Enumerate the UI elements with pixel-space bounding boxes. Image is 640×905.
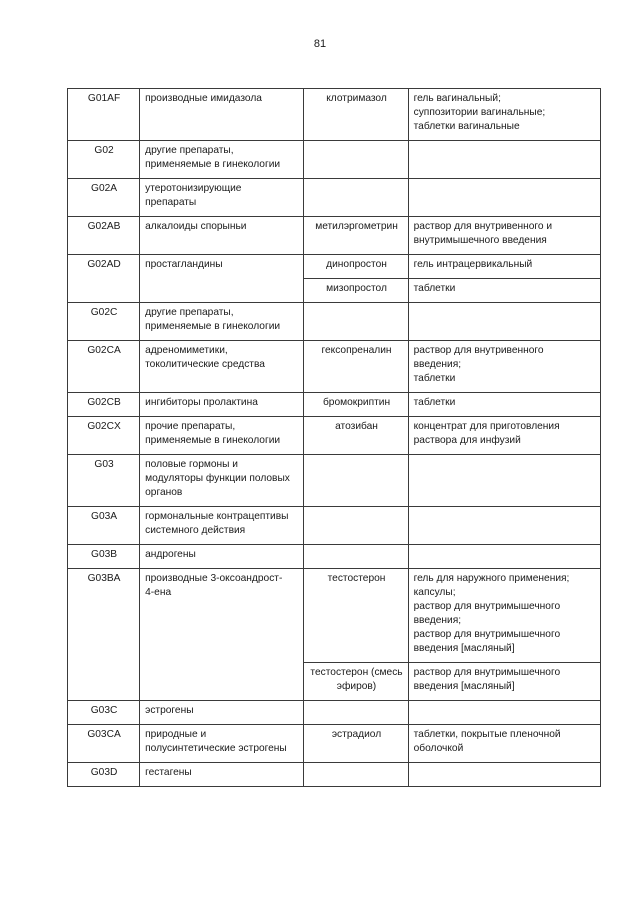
table-row: [68, 217, 601, 255]
group-text: половые гормоны и: [145, 459, 239, 470]
group-text: производные имидазола: [145, 93, 262, 104]
inn-cell: [304, 303, 408, 341]
dosage-form-cell: [408, 455, 600, 507]
form-text: раствор для внутривенного: [413, 345, 544, 356]
inn-cell: [304, 701, 408, 725]
group-cell: [140, 569, 304, 701]
form-text: гель вагинальный;: [413, 93, 501, 104]
inn-cell: [304, 545, 408, 569]
group-text: органов: [145, 487, 183, 498]
group-cell: [140, 393, 304, 417]
page-number: 81: [313, 38, 327, 50]
atc-code-cell: G03A: [68, 507, 140, 545]
group-text: андрогены: [145, 549, 196, 560]
form-text: таблетки: [413, 397, 456, 408]
inn-cell: [304, 279, 408, 303]
inn-text: динопростон: [326, 259, 387, 270]
inn-cell: [304, 569, 408, 663]
dosage-form-cell: [408, 725, 600, 763]
atc-code-cell: G02C: [68, 303, 140, 341]
inn-cell: [304, 89, 408, 141]
inn-text: гексопреналин: [321, 345, 392, 356]
table-row: [68, 701, 601, 725]
group-text: 4-ена: [145, 587, 172, 598]
group-text: гестагены: [145, 767, 192, 778]
inn-text: тестостерон: [327, 573, 386, 584]
group-cell: [140, 701, 304, 725]
table-row: [68, 507, 601, 545]
table-row: [68, 179, 601, 217]
group-text: простагландины: [145, 259, 223, 270]
group-cell: [140, 507, 304, 545]
table-row: [68, 341, 601, 393]
group-cell: [140, 725, 304, 763]
dosage-form-cell: [408, 341, 600, 393]
group-text: применяемые в гинекологии: [145, 435, 281, 446]
inn-cell: [304, 763, 408, 787]
table-row: [68, 303, 601, 341]
inn-cell: [304, 393, 408, 417]
inn-cell: [304, 417, 408, 455]
form-text: гель для наружного применения;: [413, 573, 570, 584]
group-cell: [140, 455, 304, 507]
group-cell: [140, 545, 304, 569]
form-text: внутримышечного введения: [413, 235, 547, 246]
group-cell: [140, 217, 304, 255]
group-cell: [140, 179, 304, 217]
group-text: природные и: [145, 729, 207, 740]
atc-code-cell: G03D: [68, 763, 140, 787]
form-text: гель интрацервикальный: [413, 259, 533, 270]
form-text: таблетки: [413, 283, 456, 294]
atc-code-cell: G03BA: [68, 569, 140, 701]
atc-code-cell: G02AD: [68, 255, 140, 303]
inn-cell: [304, 663, 408, 701]
form-text: капсулы;: [413, 587, 456, 598]
table-row: [68, 89, 601, 141]
dosage-form-cell: [408, 507, 600, 545]
group-text: эстрогены: [145, 705, 194, 716]
group-text: токолитические средства: [145, 359, 265, 370]
dosage-form-cell: [408, 701, 600, 725]
inn-cell: [304, 507, 408, 545]
atc-code-cell: G03C: [68, 701, 140, 725]
atc-code-cell: G02CX: [68, 417, 140, 455]
table-row: [68, 255, 601, 279]
form-text: раствор для внутримышечного: [413, 629, 561, 640]
drug-table: [67, 88, 601, 787]
atc-code-cell: G03: [68, 455, 140, 507]
group-text: системного действия: [145, 525, 246, 536]
inn-cell: [304, 217, 408, 255]
group-cell: [140, 341, 304, 393]
inn-text: атозибан: [335, 421, 378, 432]
group-cell: [140, 417, 304, 455]
inn-text: бромокриптин: [322, 397, 391, 408]
group-text: модуляторы функции половых: [145, 473, 290, 484]
group-cell: [140, 141, 304, 179]
atc-code-cell: G02A: [68, 179, 140, 217]
inn-text: тестостерон (смесь: [310, 667, 403, 678]
dosage-form-cell: [408, 569, 600, 663]
form-text: суппозитории вагинальные;: [413, 107, 546, 118]
group-text: другие препараты,: [145, 145, 234, 156]
group-text: полусинтетические эстрогены: [145, 743, 287, 754]
form-text: раствор для внутримышечного: [413, 667, 561, 678]
inn-cell: [304, 255, 408, 279]
dosage-form-cell: [408, 141, 600, 179]
atc-code-cell: G02CB: [68, 393, 140, 417]
group-cell: [140, 763, 304, 787]
dosage-form-cell: [408, 303, 600, 341]
inn-text: эфиров): [336, 681, 377, 692]
dosage-form-cell: [408, 279, 600, 303]
inn-cell: [304, 341, 408, 393]
group-cell: [140, 303, 304, 341]
inn-text: эстрадиол: [331, 729, 382, 740]
form-text: раствор для внутримышечного: [413, 601, 561, 612]
atc-code-cell: G03B: [68, 545, 140, 569]
dosage-form-cell: [408, 179, 600, 217]
inn-cell: [304, 179, 408, 217]
table-row: [68, 545, 601, 569]
inn-text: метилэргометрин: [315, 221, 398, 232]
group-text: адреномиметики,: [145, 345, 228, 356]
group-text: производные 3-оксоандрост-: [145, 573, 283, 584]
atc-code-cell: G02CA: [68, 341, 140, 393]
inn-cell: [304, 725, 408, 763]
form-text: раствора для инфузий: [413, 435, 521, 446]
form-text: таблетки, покрытые пленочной: [413, 729, 561, 740]
group-text: прочие препараты,: [145, 421, 236, 432]
atc-code-cell: G01AF: [68, 89, 140, 141]
group-text: другие препараты,: [145, 307, 234, 318]
inn-text: мизопростол: [326, 283, 387, 294]
group-text: применяемые в гинекологии: [145, 321, 281, 332]
group-text: ингибиторы пролактина: [145, 397, 258, 408]
form-text: введения;: [413, 359, 462, 370]
table-row: [68, 141, 601, 179]
form-text: таблетки вагинальные: [413, 121, 520, 132]
form-text: оболочкой: [413, 743, 464, 754]
table-row: [68, 763, 601, 787]
dosage-form-cell: [408, 763, 600, 787]
inn-cell: [304, 455, 408, 507]
dosage-form-cell: [408, 545, 600, 569]
atc-code-cell: G02AB: [68, 217, 140, 255]
atc-code-cell: G03CA: [68, 725, 140, 763]
group-text: алкалоиды спорыньи: [145, 221, 247, 232]
group-cell: [140, 89, 304, 141]
dosage-form-cell: [408, 255, 600, 279]
group-text: применяемые в гинекологии: [145, 159, 281, 170]
form-text: таблетки: [413, 373, 456, 384]
inn-text: клотримазол: [326, 93, 387, 104]
form-text: введения [масляный]: [413, 681, 515, 692]
table-row: [68, 725, 601, 763]
group-text: утеротонизирующие: [145, 183, 242, 194]
form-text: раствор для внутривенного и: [413, 221, 553, 232]
form-text: введения;: [413, 615, 462, 626]
table-row: [68, 455, 601, 507]
dosage-form-cell: [408, 393, 600, 417]
table-row: [68, 569, 601, 663]
table-row: [68, 393, 601, 417]
table-row: [68, 417, 601, 455]
form-text: введения [масляный]: [413, 643, 515, 654]
atc-code-cell: G02: [68, 141, 140, 179]
inn-cell: [304, 141, 408, 179]
dosage-form-cell: [408, 417, 600, 455]
group-text: препараты: [145, 197, 197, 208]
dosage-form-cell: [408, 663, 600, 701]
group-cell: [140, 255, 304, 303]
dosage-form-cell: [408, 217, 600, 255]
form-text: концентрат для приготовления: [413, 421, 560, 432]
group-text: гормональные контрацептивы: [145, 511, 289, 522]
dosage-form-cell: [408, 89, 600, 141]
